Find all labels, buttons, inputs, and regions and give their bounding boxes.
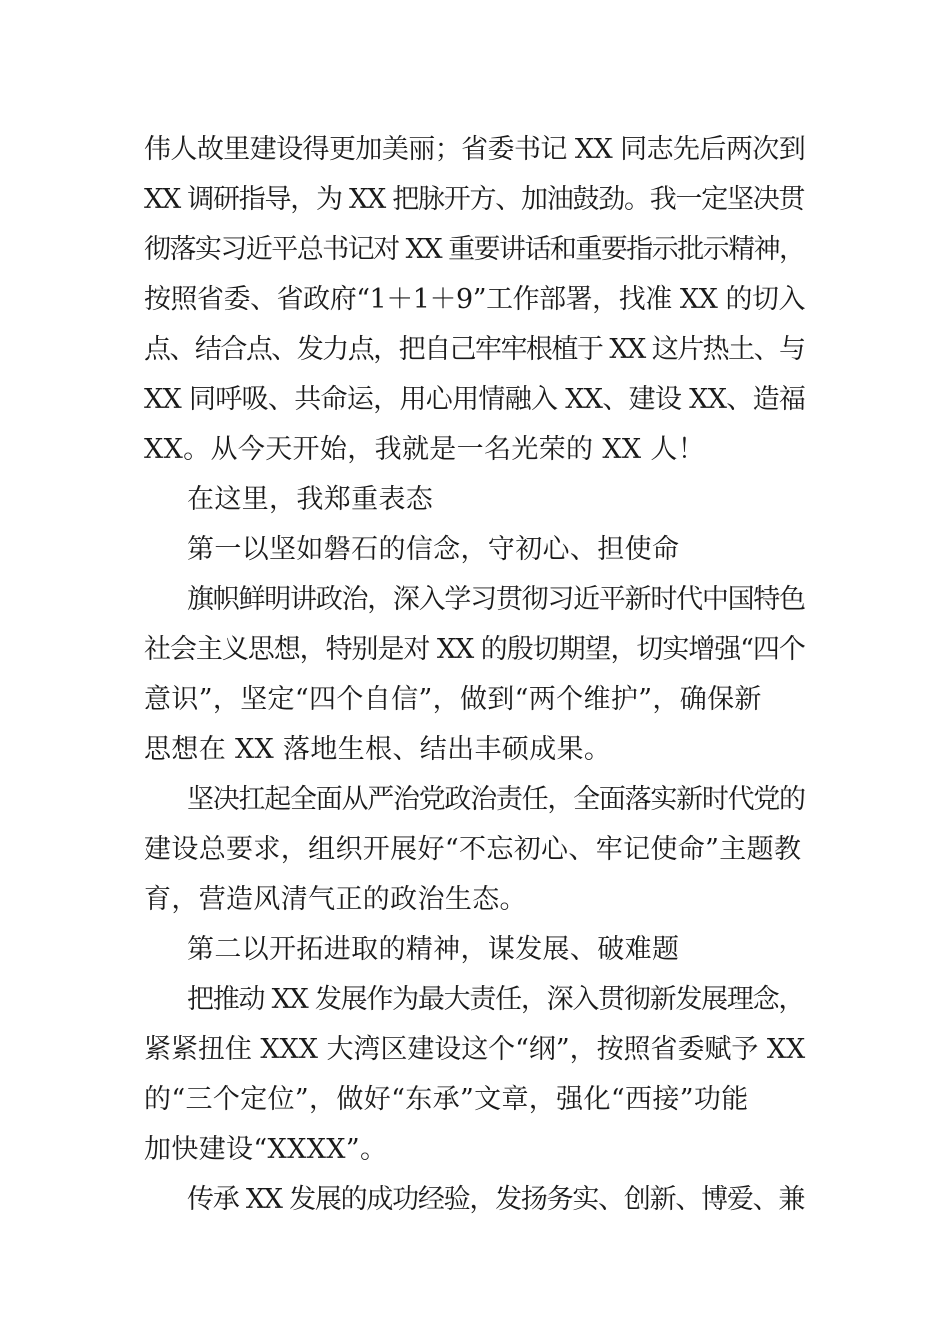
text-line: 彻落实习近平总书记对 XX 重要讲话和重要指示批示精神，: [144, 234, 805, 265]
text-line: 社会主义思想，特别是对 XX 的殷切期望，切实增强“四个: [144, 634, 805, 665]
text-line: XX 调研指导，为 XX 把脉开方、加油鼓劲。我一定坚决贯: [144, 184, 805, 215]
section-heading: 第一以坚如磐石的信念，守初心、担使命: [187, 534, 680, 565]
text-line: 建设总要求，组织开展好“不忘初心、牢记使命”主题教: [144, 834, 802, 865]
text-line: 坚决扛起全面从严治党政治责任，全面落实新时代党的: [187, 784, 805, 815]
text-line: 传承 XX 发展的成功经验，发扬务实、创新、博爱、兼: [187, 1184, 805, 1215]
text-line: XX 同呼吸、共命运，用心用情融入 XX、建设 XX、造福: [144, 384, 806, 415]
text-line: 点、结合点、发力点，把自己牢牢根植于 XX 这片热土、与: [144, 334, 805, 365]
text-line: 按照省委、省政府“1＋1＋9”工作部署，找准 XX 的切入: [144, 284, 806, 315]
section-heading: 第二以开拓进取的精神，谋发展、破难题: [187, 934, 680, 965]
text-line: 伟人故里建设得更加美丽；省委书记 XX 同志先后两次到: [144, 134, 806, 165]
section-intro: 在这里，我郑重表态: [187, 484, 434, 515]
text-line: 旗帜鲜明讲政治，深入学习贯彻习近平新时代中国特色: [187, 584, 805, 615]
text-line: 思想在 XX 落地生根、结出丰硕成果。: [144, 734, 612, 765]
text-line: 加快建设“XXXX”。: [144, 1134, 388, 1165]
text-line: 的“三个定位”，做好“东承”文章，强化“西接”功能: [144, 1084, 749, 1115]
text-line: 意识”，坚定“四个自信”，做到“两个维护”，确保新: [144, 684, 762, 715]
text-line: 紧紧扭住 XXX 大湾区建设这个“纲”，按照省委赋予 XX: [144, 1034, 806, 1065]
text-line: XX。从今天开始，我就是一名光荣的 XX 人！: [144, 434, 706, 465]
text-line: 把推动 XX 发展作为最大责任，深入贯彻新发展理念，: [187, 984, 805, 1015]
text-line: 育，营造风清气正的政治生态。: [144, 884, 527, 915]
